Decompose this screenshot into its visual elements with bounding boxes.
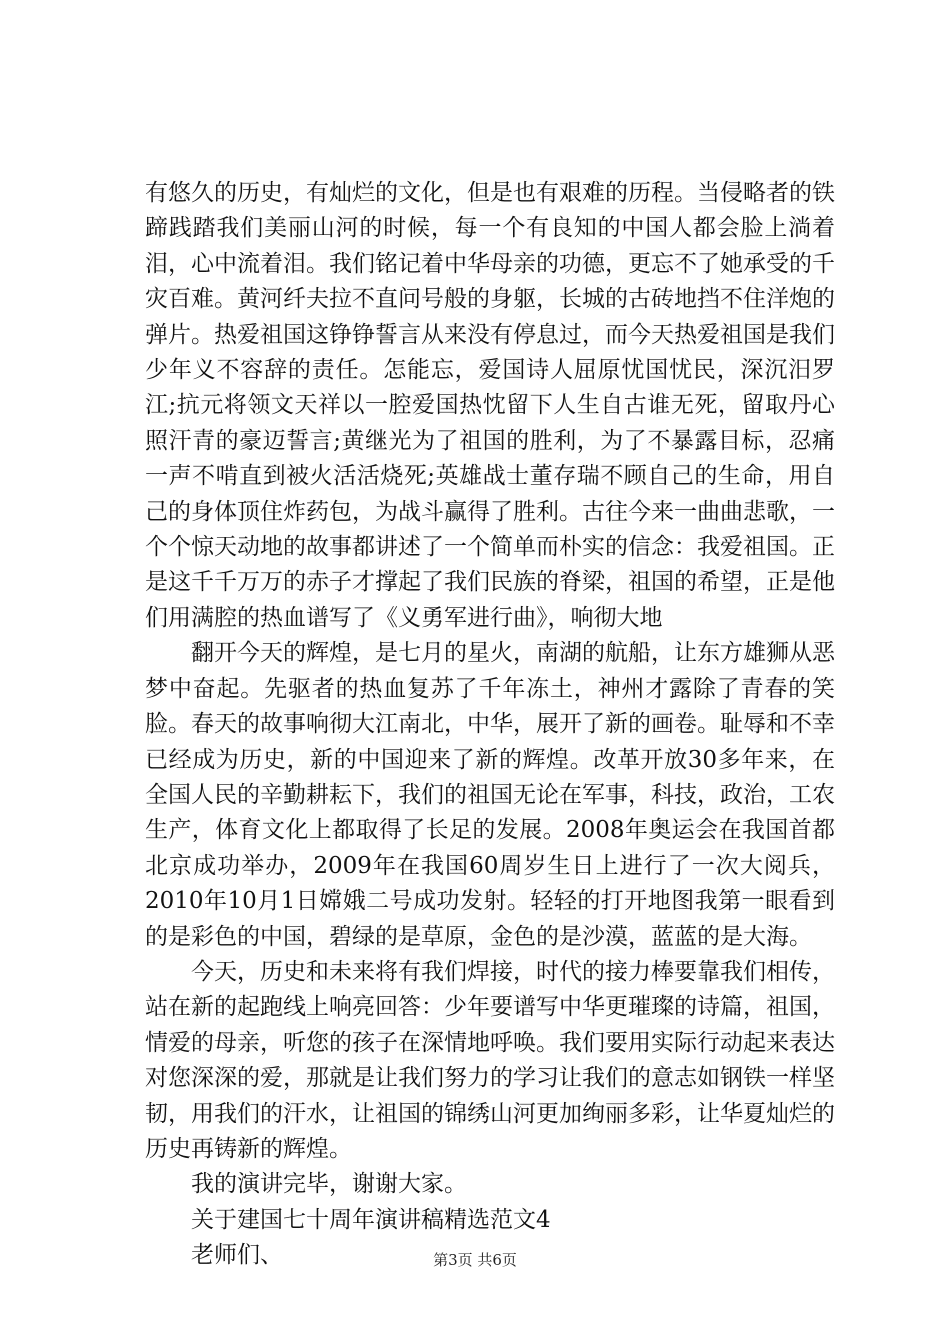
paragraph-future: 今天，历史和未来将有我们焊接，时代的接力棒要靠我们相传，站在新的起跑线上响亮回答：少年要谱写中华更璀璨的诗篇，祖国，情爱的母亲，听您的孩子在深情地呼唤。我们要用实际行动起来表达对您深深的爱，那就是让我们努力的学习让我们的意志如钢铁一样坚韧，用我们的汗水，让祖国的锦绣山河更加绚丽多彩，让华夏灿烂的历史再铸新的辉煌。 bbox=[145, 958, 835, 1162]
page-number-footer: 第3页 共6页 bbox=[433, 1251, 517, 1269]
paragraph-closing: 我的演讲完毕，谢谢大家。 bbox=[191, 1171, 467, 1198]
paragraph-glory: 翻开今天的辉煌，是七月的星火，南湖的航船，让东方雄狮从恶梦中奋起。先驱者的热血复苏了千年冻土，神州才露除了青春的笑脸。春天的故事响彻大江南北，中华，展开了新的画卷。耻辱和不幸已经成为历史，新的中国迎来了新的辉煌。改革开放30多年来，在全国人民的辛勤耕耘下，我们的祖国无论在军事，科技，政治，工农生产，体育文化上都取得了长足的发展。2008年奥运会在我国首都北京成功举办，2009年在我国60周岁生日上进行了一次大阅兵，2010年10月1日嫦娥二号成功发射。轻轻的打开地图我第一眼看到的是彩色的中国，碧绿的是草原，金色的是沙漠，蓝蓝的是大海。 bbox=[145, 640, 835, 950]
paragraph-history: 有悠久的历史，有灿烂的文化，但是也有艰难的历程。当侵略者的铁蹄践踏我们美丽山河的时候，每一个有良知的中国人都会脸上淌着泪，心中流着泪。我们铭记着中华母亲的功德，更忘不了她承受的千灾百难。黄河纤夫拉不直问号般的身躯，长城的古砖地挡不住洋炮的弹片。热爱祖国这铮铮誓言从来没有停息过，而今天热爱祖国是我们少年义不容辞的责任。怎能忘，爱国诗人屈原忧国忧民，深沉汨罗江;抗元将领文天祥以一腔爱国热忱留下人生自古谁无死，留取丹心照汗青的豪迈誓言;黄继光为了祖国的胜利，为了不暴露目标，忍痛一声不啃直到被火活活烧死;英雄战士董存瑞不顾自己的生命，用自己的身体顶住炸药包，为战斗赢得了胜利。古往今来一曲曲悲歌，一个个惊天动地的故事都讲述了一个简单而朴实的信念：我爱祖国。正是这千千万万的赤子才撑起了我们民族的脊梁，祖国的希望，正是他们用满腔的热血谱写了《义勇军进行曲》，响彻大地 bbox=[145, 180, 835, 631]
section-heading: 关于建国七十周年演讲稿精选范文4 bbox=[191, 1206, 551, 1233]
paragraph-salutation: 老师们、 bbox=[191, 1242, 283, 1269]
document-body bbox=[145, 176, 835, 1274]
